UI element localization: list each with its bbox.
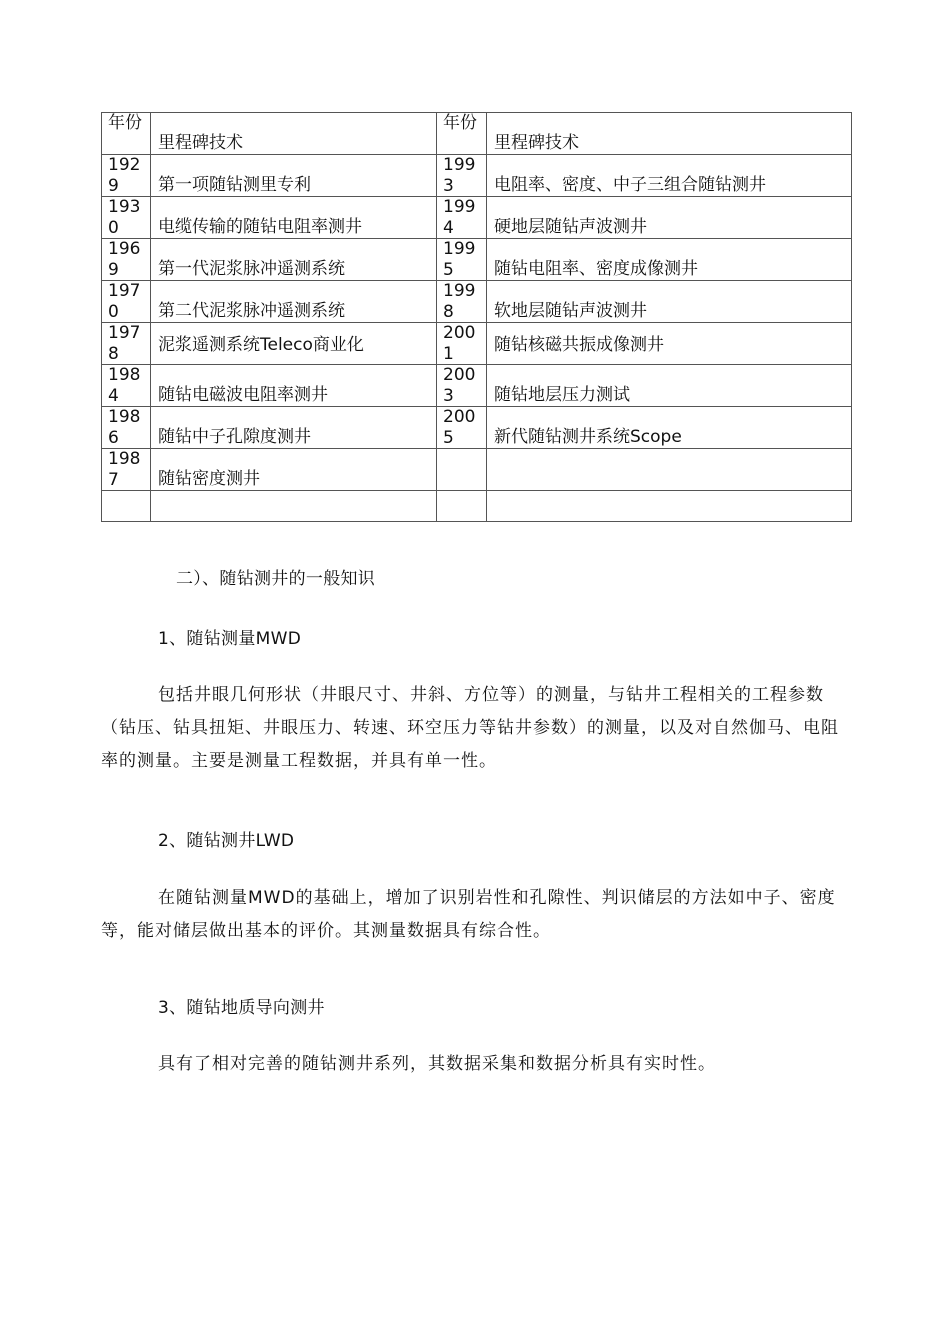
year-cell: 2005 bbox=[443, 407, 476, 448]
year-cell: 1995 bbox=[443, 239, 476, 280]
header-year-cell bbox=[102, 113, 151, 155]
tech-cell: 随钻电阻率、密度成像测井 bbox=[494, 259, 698, 279]
tech-cell: 第二代泥浆脉冲遥测系统 bbox=[158, 301, 345, 321]
tech-cell: 随钻地层压力测试 bbox=[494, 385, 630, 405]
table-header-row bbox=[102, 113, 852, 155]
year-cell: 2003 bbox=[443, 365, 476, 406]
tech-cell: 新代随钻测井系统Scope bbox=[494, 427, 682, 447]
header-year-1: 年份 bbox=[108, 113, 142, 133]
item-body-lwd: 在随钻测量MWD的基础上，增加了识别岩性和孔隙性、判识储层的方法如中子、密度等，能对储层做出基本的评价。其测量数据具有综合性。 bbox=[101, 888, 836, 941]
tech-cell: 随钻电磁波电阻率测井 bbox=[158, 385, 328, 405]
tech-cell: 电缆传输的随钻电阻率测井 bbox=[158, 217, 362, 237]
section-heading: 二）、随钻测井的一般知识 bbox=[176, 569, 376, 589]
year-cell: 1978 bbox=[108, 323, 141, 364]
tech-cell: 第一代泥浆脉冲遥测系统 bbox=[158, 259, 345, 279]
tech-cell: 第一项随钻测里专利 bbox=[158, 175, 311, 195]
tech-cell: 随钻核磁共振成像测井 bbox=[494, 335, 664, 355]
year-cell: 1930 bbox=[108, 197, 141, 238]
year-cell: 1970 bbox=[108, 281, 141, 322]
year-cell: 1993 bbox=[443, 155, 476, 196]
tech-cell: 随钻密度测井 bbox=[158, 469, 260, 489]
table-row bbox=[102, 407, 852, 449]
header-tech-cell bbox=[151, 113, 437, 155]
table-row bbox=[102, 449, 852, 491]
item-body-mwd: 包括井眼几何形状（井眼尺寸、井斜、方位等）的测量，与钻井工程相关的工程参数（钻压、钻具扭矩、井眼压力、转速、环空压力等钻井参数）的测量，以及对自然伽马、电阻率的测量。主要是测量工程数据，并具有单一性。 bbox=[101, 685, 839, 771]
item-title-geosteering: 3、随钻地质导向测井 bbox=[158, 998, 325, 1018]
table-row bbox=[102, 197, 852, 239]
year-cell: 1929 bbox=[108, 155, 141, 196]
table-row bbox=[102, 239, 852, 281]
tech-cell: 电阻率、密度、中子三组合随钻测井 bbox=[494, 175, 766, 195]
header-year-2: 年份 bbox=[443, 113, 477, 133]
year-cell: 1984 bbox=[108, 365, 141, 406]
tech-cell: 泥浆遥测系统Teleco商业化 bbox=[158, 335, 364, 355]
item-title-lwd: 2、随钻测井LWD bbox=[158, 831, 295, 851]
item-body-geosteering: 具有了相对完善的随钻测井系列，其数据采集和数据分析具有实时性。 bbox=[158, 1054, 716, 1074]
milestone-table bbox=[101, 112, 852, 522]
header-tech-1: 里程碑技术 bbox=[158, 133, 243, 153]
year-cell: 1986 bbox=[108, 407, 141, 448]
tech-cell: 软地层随钻声波测井 bbox=[494, 301, 647, 321]
table-row bbox=[102, 365, 852, 407]
table-row bbox=[102, 281, 852, 323]
tech-cell: 硬地层随钻声波测井 bbox=[494, 217, 647, 237]
year-cell: 1998 bbox=[443, 281, 476, 322]
year-cell: 2001 bbox=[443, 323, 476, 364]
table-row-empty bbox=[102, 491, 852, 522]
year-cell: 1987 bbox=[108, 449, 141, 490]
year-cell: 1994 bbox=[443, 197, 476, 238]
year-cell: 1969 bbox=[108, 239, 141, 280]
table-row bbox=[102, 323, 852, 365]
tech-cell: 随钻中子孔隙度测井 bbox=[158, 427, 311, 447]
table-row bbox=[102, 155, 852, 197]
header-tech-2: 里程碑技术 bbox=[494, 133, 579, 153]
item-title-mwd: 1、随钻测量MWD bbox=[158, 629, 302, 649]
header-year-cell bbox=[437, 113, 487, 155]
header-tech-cell bbox=[487, 113, 852, 155]
